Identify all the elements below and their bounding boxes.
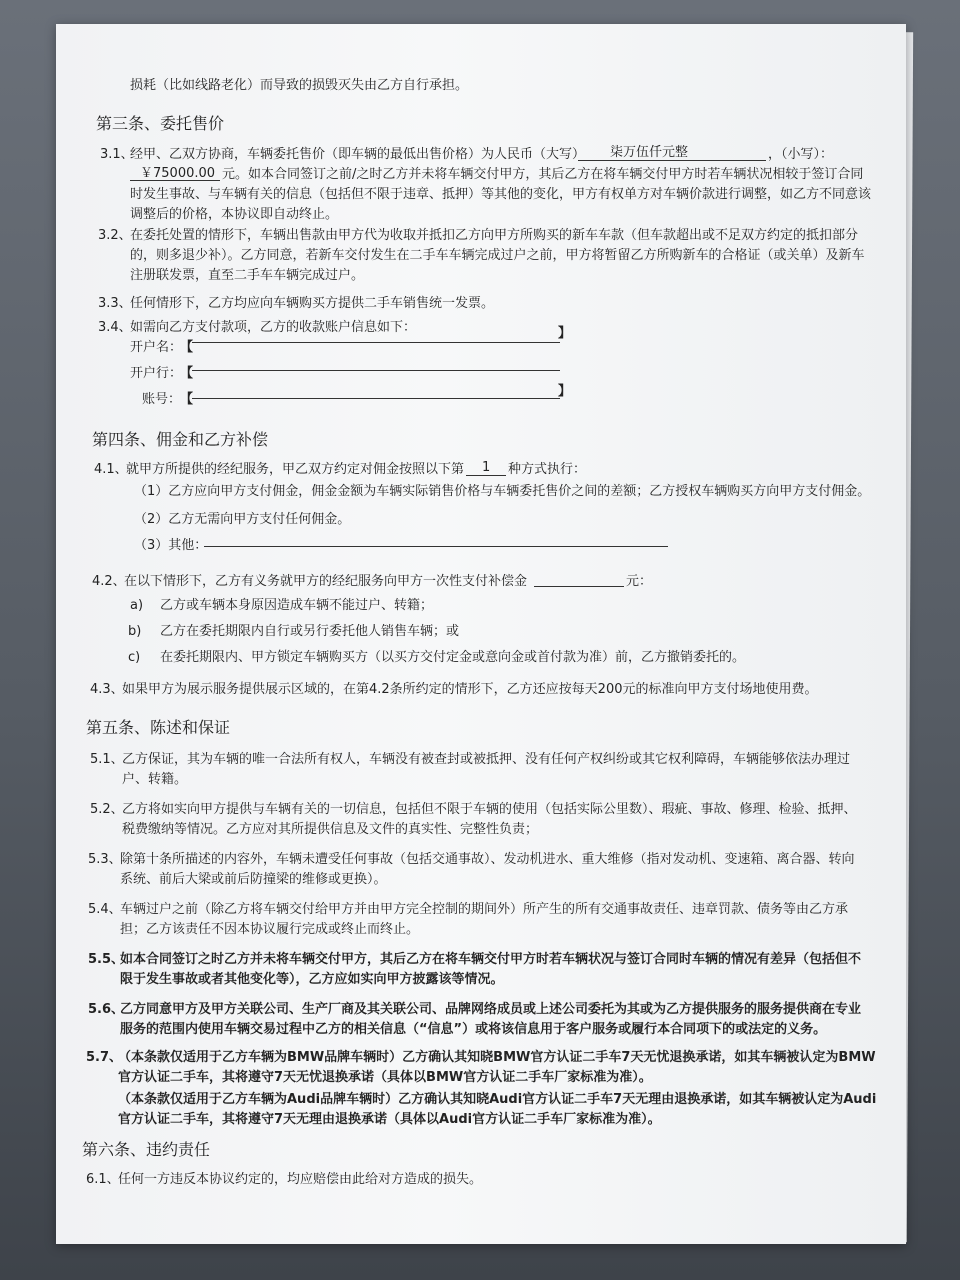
section-5-title: 第五条、陈述和保证 xyxy=(86,718,231,737)
clause-5-4-line-1: 车辆过户之前（除乙方将车辆交付给甲方并由甲方完全控制的期间外）所产生的所有交通事故责任、违章罚款、债务等由乙方承 xyxy=(120,902,849,917)
clause-5-2-line-1: 乙方将如实向甲方提供与车辆有关的一切信息，包括但不限于车辆的使用（包括实际公里数）、瑕疵、事故、修理、检验、抵押、 xyxy=(122,802,857,817)
clause-5-6-line-2: 服务的范围内使用车辆交易过程中乙方的相关信息（“信息”）或将该信息用于客户服务或履行本合同项下的或法定的义务。 xyxy=(120,1022,827,1037)
clause-3-1-text-b: ，（小写）： xyxy=(768,147,834,162)
commission-option-choice: 1 xyxy=(482,460,491,475)
account-number-bracket-open: 【 xyxy=(180,392,194,407)
clause-5-6-number: 5.6、 xyxy=(88,1002,125,1017)
account-bank-bracket-open: 【 xyxy=(180,366,194,381)
account-name-label: 开户名： xyxy=(130,340,183,355)
account-number-label: 账号： xyxy=(142,392,182,407)
clause-5-4-line-2: 担；乙方该责任不因本协议履行完成或终止而终止。 xyxy=(120,922,420,937)
section-6-title: 第六条、违约责任 xyxy=(82,1140,211,1159)
clause-3-3-line-1: 任何情形下，乙方均应向车辆购买方提供二手车销售统一发票。 xyxy=(130,296,495,311)
price-in-words: 柒万伍仟元整 xyxy=(610,145,689,160)
clause-5-7-line-4: 官方认证二手车，其将遵守7天无理由退换承诺（具体以Audi官方认证二手车厂家标准为准）。 xyxy=(118,1112,661,1127)
clause-3-1-line-2: 元。如本合同签订之前/之时乙方并未将车辆交付甲方，其后乙方在将车辆交付甲方时若车辆状况相较于签订合同 xyxy=(222,167,864,182)
condition-a-label: a) xyxy=(130,598,144,613)
clause-6-1-line-1: 任何一方违反本协议约定的，均应赔偿由此给对方造成的损失。 xyxy=(118,1172,483,1187)
condition-c-label: c) xyxy=(128,650,141,665)
account-name-field[interactable] xyxy=(192,342,560,343)
clause-3-4-line-1: 如需向乙方支付款项，乙方的收款账户信息如下： xyxy=(130,320,417,335)
clause-5-6-line-1: 乙方同意甲方及甲方关联公司、生产厂商及其关联公司、品牌网络成员或上述公司委托为其或为乙方提供服务的服务提供商在专业 xyxy=(120,1002,862,1017)
clause-5-7-line-1: （本条款仅适用于乙方车辆为BMW品牌车辆时）乙方确认其知晓BMW官方认证二手车7天无忧退换承诺，如其车辆被认定为BMW xyxy=(118,1050,876,1065)
clause-5-4-number: 5.4、 xyxy=(88,902,122,917)
section-3-title: 第三条、委托售价 xyxy=(96,114,225,133)
clause-5-3-line-1: 除第十条所描述的内容外，车辆未遭受任何事故（包括交通事故）、发动机进水、重大维修（指对发动机、变速箱、离合器、转向 xyxy=(120,852,855,867)
contract-page xyxy=(56,24,906,1244)
account-name-bracket-open: 【 xyxy=(180,340,194,355)
clause-3-1-line-3: 时发生事故、与车辆有关的信息（包括但不限于违章、抵押）等其他的变化，甲方有权单方对车辆价款进行调整，如乙方不同意该 xyxy=(130,187,872,202)
clause-5-2-number: 5.2、 xyxy=(90,802,124,817)
price-in-figures: ￥75000.00 xyxy=(140,166,216,181)
clause-3-2-line-2: 的，则多退少补）。乙方同意，若新车交付发生在二手车车辆完成过户之前，甲方将暂留乙方所购新车的合格证（或关单）及新车 xyxy=(130,248,865,263)
clause-3-2-line-3: 注册联发票，直至二手车车辆完成过户。 xyxy=(130,268,365,283)
option-3-field[interactable] xyxy=(204,546,668,547)
clause-5-5-line-2: 限于发生事故或者其他变化等），乙方应如实向甲方披露该等情况。 xyxy=(120,972,504,987)
clause-4-1-number: 4.1、 xyxy=(94,462,128,477)
clause-3-1-number: 3.1、 xyxy=(100,147,134,162)
clause-5-3-number: 5.3、 xyxy=(88,852,122,867)
clause-6-1-number: 6.1、 xyxy=(86,1172,120,1187)
clause-5-1-line-2: 户、转籍。 xyxy=(122,772,188,787)
clause-4-1-text-a: 就甲方所提供的经纪服务，甲乙双方约定对佣金按照以下第 xyxy=(126,462,465,477)
account-number-field[interactable] xyxy=(192,398,560,399)
clause-3-1-text-a: 经甲、乙双方协商，车辆委托售价（即车辆的最低出售价格）为人民币（大写） xyxy=(130,147,586,162)
clause-4-2-text-a: 在以下情形下，乙方有义务就甲方的经纪服务向甲方一次性支付补偿金 xyxy=(124,574,528,589)
clause-5-1-line-1: 乙方保证，其为车辆的唯一合法所有权人，车辆没有被查封或被抵押、没有任何产权纠纷或其它权利障碍，车辆能够依法办理过 xyxy=(122,752,851,767)
clause-3-3-number: 3.3、 xyxy=(98,296,132,311)
carryover-line: 损耗（比如线路老化）而导致的损毁灭失由乙方自行承担。 xyxy=(130,78,469,93)
price-words-underline xyxy=(578,160,766,161)
condition-b-label: b) xyxy=(128,624,142,639)
section-4-title: 第四条、佣金和乙方补偿 xyxy=(92,430,269,449)
clause-5-5-number: 5.5、 xyxy=(88,952,125,967)
clause-4-1-text-b: 种方式执行： xyxy=(508,462,587,477)
account-bank-field[interactable] xyxy=(192,370,560,371)
condition-c-text: 在委托期限内、甲方锁定车辆购买方（以买方交付定金或意向金或首付款为准）前，乙方撤销委托的。 xyxy=(160,650,746,665)
clause-5-3-line-2: 系统、前后大梁或前后防撞梁的维修或更换）。 xyxy=(120,872,387,887)
account-number-bracket-close: 】 xyxy=(558,384,572,399)
clause-5-7-number: 5.7、 xyxy=(86,1050,123,1065)
clause-4-2-text-b: 元： xyxy=(626,574,653,589)
commission-option-1: （1）乙方应向甲方支付佣金，佣金金额为车辆实际销售价格与车辆委托售价之间的差额；乙方授权车辆购买方向甲方支付佣金。 xyxy=(134,484,871,499)
compensation-amount-field[interactable] xyxy=(534,586,624,587)
commission-option-2: （2）乙方无需向甲方支付任何佣金。 xyxy=(134,512,351,527)
condition-a-text: 乙方或车辆本身原因造成车辆不能过户、转籍； xyxy=(160,598,434,613)
clause-5-7-line-2: 官方认证二手车，其将遵守7天无忧退换承诺（具体以BMW官方认证二手车厂家标准为准）。 xyxy=(118,1070,652,1085)
clause-4-3-line-1: 如果甲方为展示服务提供展示区域的，在第4.2条所约定的情形下，乙方还应按每天200元的标准向甲方支付场地使用费。 xyxy=(122,682,818,697)
clause-3-4-number: 3.4、 xyxy=(98,320,132,335)
clause-5-7-line-3: （本条款仅适用于乙方车辆为Audi品牌车辆时）乙方确认其知晓Audi官方认证二手车7天无理由退换承诺，如其车辆被认定为Audi xyxy=(118,1092,877,1107)
clause-4-3-number: 4.3、 xyxy=(90,682,124,697)
clause-3-2-number: 3.2、 xyxy=(98,228,132,243)
clause-3-1-line-4: 调整后的价格，本协议即自动终止。 xyxy=(130,207,339,222)
account-name-bracket-close: 】 xyxy=(558,326,572,341)
account-bank-label: 开户行： xyxy=(130,366,183,381)
commission-option-3: （3）其他： xyxy=(134,538,208,553)
clause-3-2-line-1: 在委托处置的情形下，车辆出售款由甲方代为收取并抵扣乙方向甲方所购买的新车车款（但车款超出或不足双方约定的抵扣部分 xyxy=(130,228,859,243)
price-figures-underline xyxy=(130,180,220,181)
commission-choice-underline xyxy=(466,475,506,476)
clause-5-2-line-2: 税费缴纳等情况。乙方应对其所提供信息及文件的真实性、完整性负责； xyxy=(122,822,539,837)
clause-5-5-line-1: 如本合同签订之时乙方并未将车辆交付甲方，其后乙方在将车辆交付甲方时若车辆状况与签订合同时车辆的情况有差异（包括但不 xyxy=(120,952,862,967)
condition-b-text: 乙方在委托期限内自行或另行委托他人销售车辆；或 xyxy=(160,624,460,639)
clause-5-1-number: 5.1、 xyxy=(90,752,124,767)
clause-4-2-number: 4.2、 xyxy=(92,574,126,589)
